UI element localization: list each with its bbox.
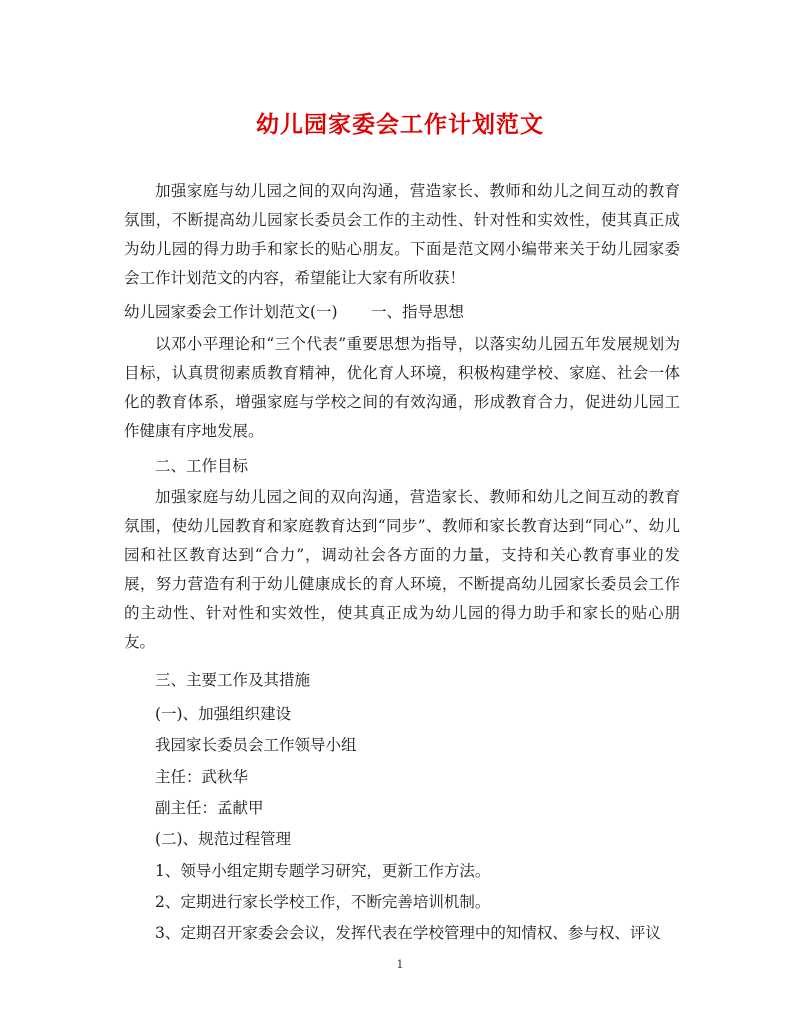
section2-body: 加强家庭与幼儿园之间的双向沟通，营造家长、教师和幼儿之间互动的教育氛围，使幼儿园教育和家庭教育达到“同步”、教师和家长教育达到“同心”、幼儿园和社区教育达到“合力”，调动社会各方面的力量，支持和关心教育事业的发展，努力营造有利于幼儿健康成长的育人环境，不断提高幼儿园家长委员会工作的主动性、针对性和实效性，使其真正成为幼儿园的得力助手和家长的贴心朋友。 — [124, 488, 680, 651]
page-number: 1 — [396, 958, 404, 971]
sub2-heading: (二)、规范过程管理 — [155, 830, 292, 848]
director-line: 主任：武秋华 — [155, 768, 249, 786]
intro-paragraph: 加强家庭与幼儿园之间的双向沟通，营造家长、教师和幼儿之间互动的教育氛围，不断提高幼儿园家长委员会工作的主动性、针对性和实效性，使其真正成为幼儿园的得力助手和家长的贴心朋友。下面是范文网小编带来关于幼儿园家委会工作计划范文的内容，希望能让大家有所收获！ — [124, 182, 680, 287]
deputy-line: 副主任：孟献甲 — [155, 799, 264, 817]
list-item: 2、定期进行家长学校工作，不断完善培训机制。 — [155, 893, 491, 911]
sub1-heading: (一)、加强组织建设 — [155, 705, 292, 723]
group-line: 我园家长委员会工作领导小组 — [155, 736, 357, 754]
section2-heading: 二、工作目标 — [155, 457, 249, 475]
document-title: 幼儿园家委会工作计划范文 — [256, 111, 544, 138]
sample-heading: 幼儿园家委会工作计划范文(一) — [124, 303, 338, 321]
section3-heading: 三、主要工作及其措施 — [155, 671, 311, 689]
section1-body: 以邓小平理论和“三个代表”重要思想为指导，以落实幼儿园五年发展规划为目标，认真贯彻素质教育精神，优化育人环境，积极构建学校、家庭、社会一体化的教育体系，增强家庭与学校之间的有效沟通，形成教育合力，促进幼儿园工作健康有序地发展。 — [124, 335, 680, 440]
list-item: 1、领导小组定期专题学习研究，更新工作方法。 — [155, 862, 491, 880]
list-item: 3、定期召开家委会会议，发挥代表在学校管理中的知情权、参与权、评议 — [155, 924, 661, 942]
section1-heading: 一、指导思想 — [371, 303, 465, 321]
